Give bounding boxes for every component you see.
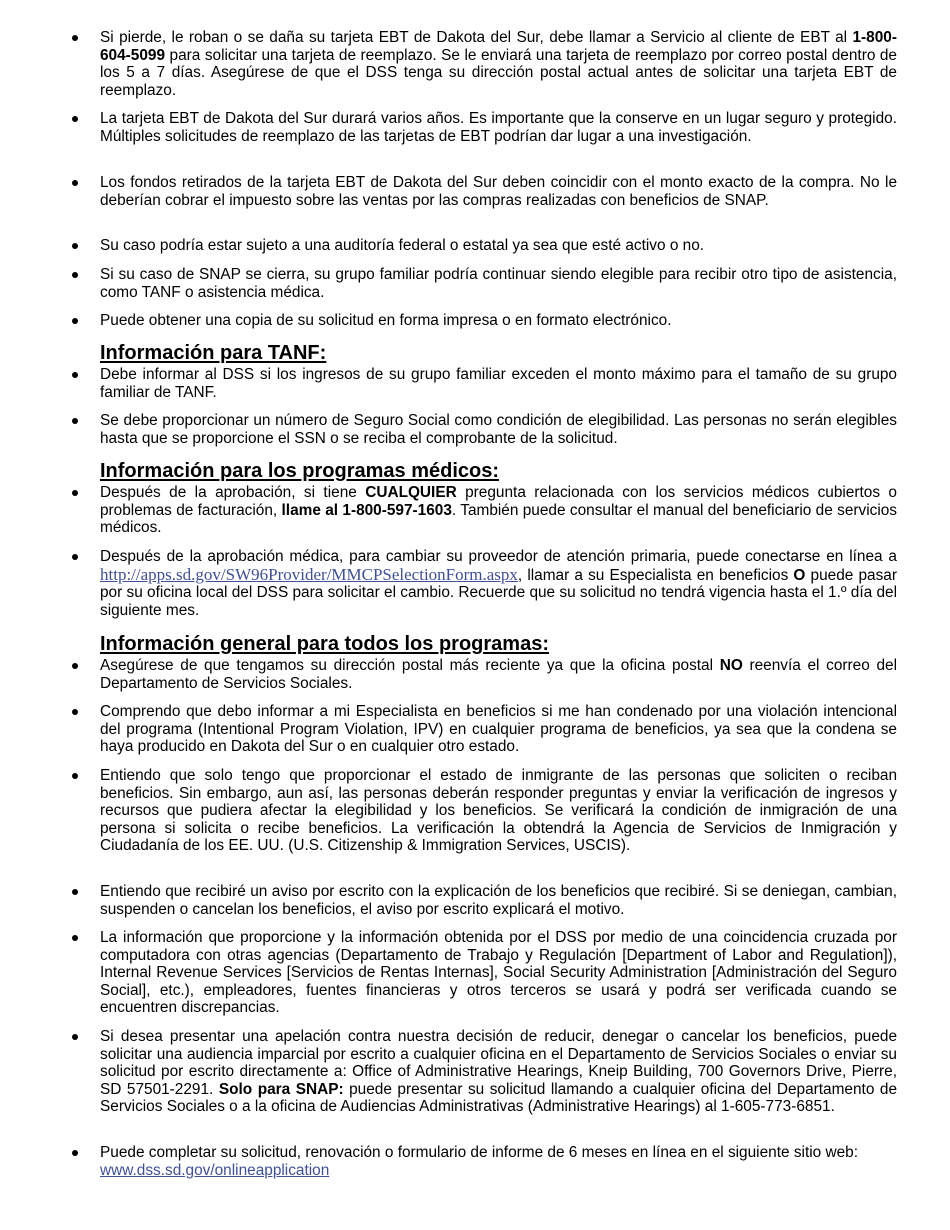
bullet-icon [72, 773, 78, 779]
text-run: Después de la aprobación, si tiene [100, 484, 366, 501]
list-item [100, 412, 897, 447]
list-item [100, 266, 897, 301]
bullet-icon [72, 116, 78, 122]
list-item [100, 883, 897, 918]
text-run: Su caso podría estar sujeto a una auditoría federal o estatal ya sea que esté activo o no. [100, 237, 705, 254]
list-item [100, 237, 897, 255]
section-heading-medical: Información para los programas médicos: [100, 460, 499, 482]
bullet-icon [72, 1150, 78, 1156]
bold-text: llame al 1-800-597-1603 [281, 501, 452, 519]
list-item-text [100, 883, 897, 918]
list-item [100, 110, 897, 145]
list-item-text [100, 237, 897, 255]
list-item [100, 1028, 897, 1116]
section-heading-general: Información general para todos los programas: [100, 633, 549, 655]
text-run: puede presentar su solicitud llamando a cualquier oficina del Departamento de Servicios Sociales o a la oficina de Audiencias Administrativas (Administrative Hearings) al 1-605-773-6851. [100, 1080, 898, 1116]
bullet-icon [72, 889, 78, 895]
text-run: Los fondos retirados de la tarjeta EBT de Dakota del Sur deben coincidir con el monto exacto de la compra. No le deberían cobrar el impuesto sobre las ventas por las compras realizadas con beneficios de SNAP. [100, 174, 897, 209]
list-item-text [100, 174, 897, 209]
bullet-icon [72, 35, 78, 41]
list-item-text [100, 366, 897, 401]
bullet-icon [72, 663, 78, 669]
bullet-icon [72, 180, 78, 186]
list-item-text [100, 312, 897, 330]
list-item-text [100, 767, 897, 855]
bullet-icon [72, 372, 78, 378]
text-run: reenvía el correo del Departamento de Servicios Sociales. [100, 657, 897, 692]
list-item [100, 484, 897, 537]
list-item [100, 657, 897, 692]
text-run: Puede obtener una copia de su solicitud en forma impresa o en formato electrónico. [100, 312, 672, 329]
list-item-text [100, 1144, 897, 1179]
text-run: La información que proporcione y la información obtenida por el DSS por medio de una coincidencia cruzada por computadora con otras agencias (Departamento de Trabajo y Regulación [Department of Labor and Regulation]), Internal Revenue Services [Servicios de Rentas Internas], Social Security Administration [Administración del Seguro Social], etc.), empleadores, fuentes financieras y otros terceros se usará y podrá ser verificada cuando se encuentren discrepancias. [100, 929, 897, 1017]
list-item-text [100, 412, 897, 447]
text-run: Si desea presentar una apelación contra nuestra decisión de reducir, denegar o cancelar los beneficios, puede solicitar una audiencia imparcial por escrito a cualquier oficina en el Departamento de Servicios Sociales o enviar su solicitud por escrito directamente a: Office of Administrative Hearings, Kneip Building, 700 Governors Drive, Pierre, SD 57501-2291. [100, 1028, 897, 1098]
list-item [100, 548, 897, 619]
bold-text: Solo para SNAP: [218, 1080, 344, 1098]
text-run: Puede completar su solicitud, renovación o formulario de informe de 6 meses en línea en el siguiente sitio web: [100, 1144, 858, 1161]
text-run: Si su caso de SNAP se cierra, su grupo familiar podría continuar siendo elegible para recibir otro tipo de asistencia, como TANF o asistencia médica. [100, 266, 897, 301]
text-run: Entiendo que solo tengo que proporcionar el estado de inmigrante de las personas que soliciten o reciban beneficios. Sin embargo, aun así, las personas deberán responder preguntas y enviar la verificación de ingresos y recursos que pudiera afectar la elegibilidad y los beneficios. Se verificará la condición de inmigración de una persona si solicita o recibe beneficios. La verificación la obtendrá la Agencia de Servicios de Inmigración y Ciudadanía de los EE. UU. (U.S. Citizenship & Immigration Services, USCIS). [100, 767, 897, 855]
bold-text: O [793, 566, 806, 584]
list-item [100, 703, 897, 756]
text-run: puede pasar por su oficina local del DSS para solicitar el cambio. Recuerde que su solicitud no tendrá vigencia hasta el 1.º día del siguiente mes. [100, 566, 897, 619]
bullet-icon [72, 490, 78, 496]
list-item-text [100, 1028, 897, 1116]
text-run: La tarjeta EBT de Dakota del Sur durará varios años. Es importante que la conserve en un lugar seguro y protegido. Múltiples solicitudes de reemplazo de las tarjetas de EBT podrían dar lugar a una investigación. [100, 110, 897, 145]
bold-text: 1-800-604-5099 [100, 29, 897, 64]
text-run: Entiendo que recibiré un aviso por escrito con la explicación de los beneficios que recibiré. Si se deniegan, cambian, suspenden o cancelan los beneficios, el aviso por escrito explicará el motivo. [100, 883, 897, 918]
text-run: Si pierde, le roban o se daña su tarjeta EBT de Dakota del Sur, debe llamar a Servicio al cliente de EBT al [100, 29, 853, 46]
list-item [100, 312, 897, 330]
bullet-icon [72, 318, 78, 324]
text-run: pregunta relacionada con los servicios médicos cubiertos o problemas de facturación, [100, 484, 897, 519]
bullet-icon [72, 418, 78, 424]
bullet-icon [72, 709, 78, 715]
list-item-text [100, 110, 897, 145]
web-link[interactable]: http://apps.sd.gov/SW96Provider/MMCPSelectionForm.aspx [100, 564, 518, 584]
list-item-text [100, 703, 897, 756]
text-run: Se debe proporcionar un número de Seguro Social como condición de elegibilidad. Las personas no serán elegibles hasta que se proporcione el SSN o se reciba el comprobante de la solicitud. [100, 412, 897, 447]
bullet-icon [72, 935, 78, 941]
text-run: , llamar a su Especialista en beneficios [517, 566, 794, 584]
bullet-icon [72, 272, 78, 278]
list-item [100, 767, 897, 855]
list-item-text [100, 548, 897, 619]
list-item [100, 174, 897, 209]
bold-text: NO [719, 657, 743, 674]
list-item [100, 366, 897, 401]
list-item-text [100, 657, 897, 692]
text-run: Debe informar al DSS si los ingresos de su grupo familiar exceden el monto máximo para el tamaño de su grupo familiar de TANF. [100, 366, 897, 401]
text-run: Después de la aprobación médica, para cambiar su proveedor de atención primaria, puede conectarse en línea a [100, 548, 897, 565]
list-item-text [100, 484, 897, 537]
text-run: Comprendo que debo informar a mi Especialista en beneficios si me han condenado por una violación intencional del programa (Intentional Program Violation, IPV) en cualquier programa de beneficios, ya sea que la condena se haya producido en Dakota del Sur o en cualquier otro estado. [100, 703, 897, 756]
list-item [100, 1144, 897, 1179]
bullet-icon [72, 243, 78, 249]
text-run: Asegúrese de que tengamos su dirección postal más reciente ya que la oficina postal [100, 657, 720, 674]
text-run: para solicitar una tarjeta de reemplazo. Se le enviará una tarjeta de reemplazo por correo postal dentro de los 5 a 7 días. Asegúrese de que el DSS tenga su dirección postal actual antes de solicitar una tarjeta EBT de reemplazo. [100, 46, 897, 99]
list-item [100, 29, 897, 99]
bullet-icon [72, 1034, 78, 1040]
text-run: . También puede consultar el manual del beneficiario de servicios médicos. [100, 501, 897, 537]
list-item-text [100, 929, 897, 1017]
list-item-text [100, 29, 897, 99]
section-heading-tanf: Información para TANF: [100, 342, 327, 364]
bullet-icon [72, 554, 78, 560]
list-item-text [100, 266, 897, 301]
web-link[interactable]: www.dss.sd.gov/onlineapplication [100, 1161, 330, 1179]
bold-text: CUALQUIER [365, 484, 457, 501]
list-item [100, 929, 897, 1017]
